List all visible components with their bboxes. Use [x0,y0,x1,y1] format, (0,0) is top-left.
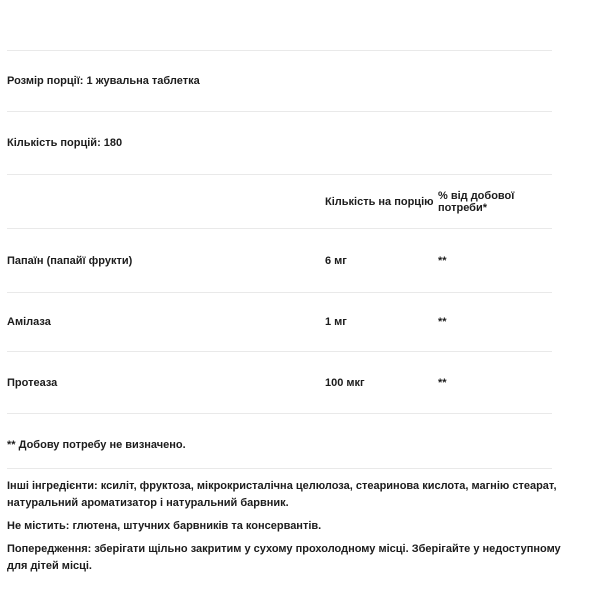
ingredient-daily-value: ** [438,316,447,328]
column-header-amount: Кількість на порцію [325,195,434,208]
table-row [7,292,552,351]
servings-per-container-label: Кількість порцій: 180 [7,137,123,149]
other-ingredients-text: Інші інгредієнти: ксиліт, фруктоза, мікрокристалічна целюлоза, стеаринова кислота, магнію стеарат, натуральний ароматизатор і натуральний барвник. [7,480,557,509]
serving-size-row [7,50,552,111]
ingredient-amount: 100 мкг [325,376,365,389]
divider [7,468,552,469]
table-row [7,228,552,292]
ingredient-amount: 1 мг [325,316,347,328]
supplement-facts-table [7,50,552,475]
ingredient-daily-value: ** [438,254,447,267]
additional-notes [7,468,574,575]
does-not-contain-text: Не містить: глютена, штучних барвників та консервантів. [7,520,322,532]
serving-size-label: Розмір порції: 1 жувальна таблетка [7,75,200,87]
ingredient-name: Протеаза [7,376,58,389]
ingredient-name: Папаїн (папайї фрукти) [7,254,133,267]
warning-text: Попередження: зберігати щільно закритим у сухому прохолодному місці. Зберігайте у недоступному для дітей місці. [7,543,561,572]
servings-per-container-row [7,111,552,174]
table-row [7,351,552,413]
ingredient-amount: 6 мг [325,254,347,267]
footnote-row [7,413,552,475]
column-header-row [7,174,552,228]
column-header-daily-value: % від добової потреби* [438,189,515,214]
ingredient-daily-value: ** [438,376,447,389]
ingredient-name: Амілаза [7,316,51,328]
daily-value-footnote: ** Добову потребу не визначено. [7,438,186,451]
